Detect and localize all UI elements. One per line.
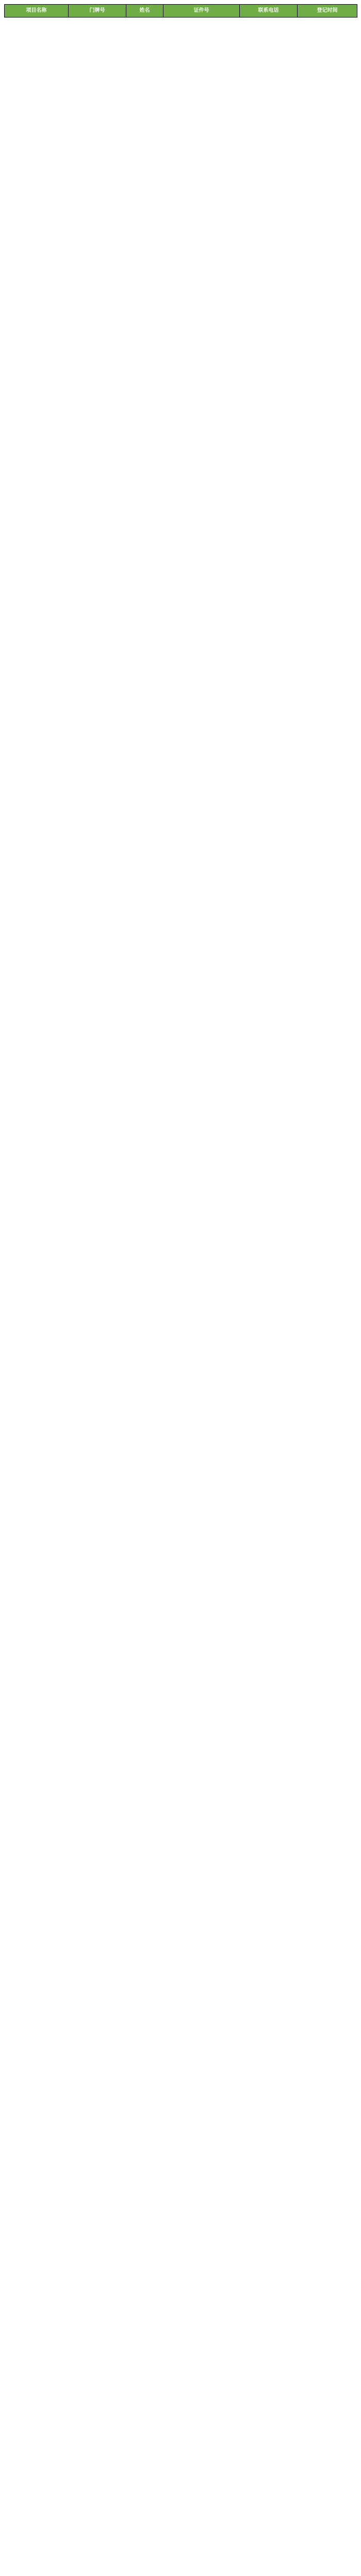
header-room: 门牌号 (69, 5, 126, 18)
header-phone: 联系电话 (240, 5, 298, 18)
header-register-time: 登记时间 (298, 5, 357, 18)
header-name: 姓名 (126, 5, 163, 18)
registration-table (4, 4, 357, 18)
table-header-row (5, 5, 357, 18)
header-id-number: 证件号 (163, 5, 240, 18)
header-project: 项目名称 (5, 5, 69, 18)
registration-sheet (4, 4, 357, 18)
